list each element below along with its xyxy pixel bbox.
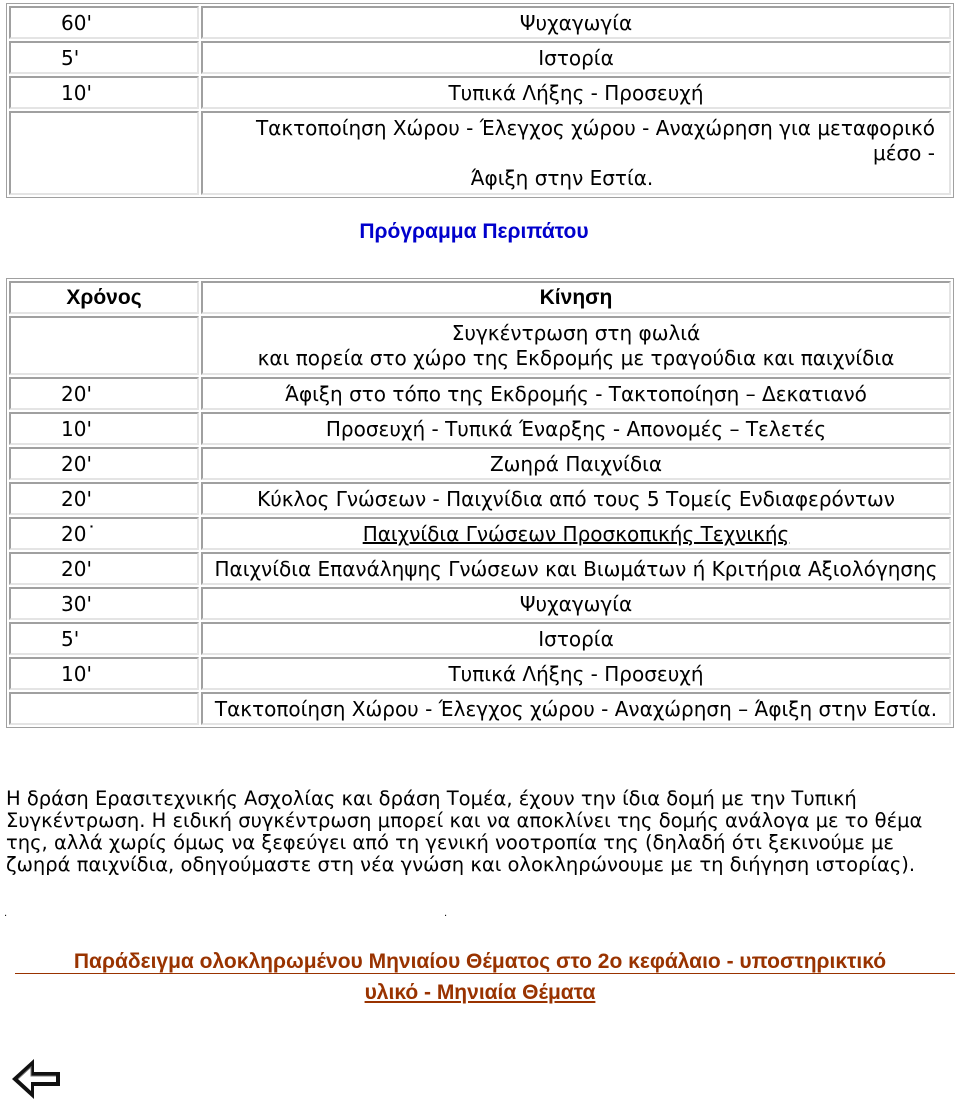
walk-program-table bbox=[6, 278, 954, 728]
table-row bbox=[9, 377, 951, 410]
activity-cell: Τυπικά Λήξης - Προσευχή bbox=[201, 657, 951, 690]
table-row bbox=[9, 587, 951, 620]
activity-cell: Τυπικά Λήξης - Προσευχή bbox=[201, 76, 951, 109]
back-arrow-icon[interactable] bbox=[10, 1055, 62, 1103]
table-row bbox=[9, 412, 951, 445]
time-cell: 60' bbox=[9, 6, 199, 39]
activity-cell: Τακτοποίηση Χώρου - Έλεγχος χώρου - Αναχώρηση – Άφιξη στην Εστία. bbox=[201, 692, 951, 725]
table-row bbox=[9, 316, 951, 375]
time-cell: 30' bbox=[9, 587, 199, 620]
time-cell: 10' bbox=[9, 657, 199, 690]
time-cell: 20' bbox=[9, 552, 199, 585]
activity-line: Τακτοποίηση Χώρου - Έλεγχος χώρου - Αναχώρηση για μεταφορικό μέσο - bbox=[255, 116, 935, 165]
time-cell: 20˙ bbox=[9, 517, 199, 550]
activity-cell: Ζωηρά Παιχνίδια bbox=[201, 447, 951, 480]
table-row bbox=[9, 6, 951, 39]
time-cell: 5' bbox=[9, 41, 199, 74]
walk-program-title: Πρόγραμμα Περιπάτου bbox=[359, 220, 589, 243]
link-line-2[interactable]: υλικό - Μηνιαία Θέματα bbox=[364, 981, 596, 1004]
time-header: Χρόνος bbox=[9, 281, 199, 314]
structure-note: Η δράση Ερασιτεχνικής Ασχολίας και δράση Τομέα, έχουν την ίδια δομή με την Τυπική Συγκέντρωση. Η ειδική συγκέντρωση μπορεί και να αποκλίνει της δομής ανάλογα με το θέμα της, αλλά χωρίς όμως να ξεφεύγει από τη γενική νοοτροπία της (δηλαδή ότι ξεκινούμε με ζωηρά παιχνίδια, οδηγούμαστε στη νέα γνώση και ολοκληρώνουμε με τη διήγηση ιστορίας). bbox=[6, 787, 923, 876]
activity-cell: Ιστορία bbox=[201, 41, 951, 74]
table-row bbox=[9, 622, 951, 655]
time-cell: 20' bbox=[9, 482, 199, 515]
activity-cell bbox=[201, 111, 951, 195]
time-cell bbox=[9, 111, 199, 195]
activity-cell: Άφιξη στο τόπο της Εκδρομής - Τακτοποίηση – Δεκατιανό bbox=[201, 377, 951, 410]
time-cell: 10' bbox=[9, 412, 199, 445]
time-cell: 20' bbox=[9, 377, 199, 410]
table-row bbox=[9, 692, 951, 725]
activity-cell: Κύκλος Γνώσεων - Παιχνίδια από τους 5 Τομείς Ενδιαφερόντων bbox=[201, 482, 951, 515]
table-row bbox=[9, 76, 951, 109]
activity-cell: Ιστορία bbox=[201, 622, 951, 655]
previous-schedule-table bbox=[6, 3, 954, 198]
time-cell bbox=[9, 316, 199, 375]
table-row bbox=[9, 657, 951, 690]
time-cell: 10' bbox=[9, 76, 199, 109]
table-row bbox=[9, 517, 951, 550]
link-underline-rule bbox=[15, 973, 955, 974]
activity-cell: Προσευχή - Τυπικά Έναρξης - Απονομές – Τελετές bbox=[201, 412, 951, 445]
link-line-1[interactable]: Παράδειγμα ολοκληρωμένου Μηνιαίου Θέματος στο 2ο κεφάλαιο - υποστηρικτικό bbox=[73, 950, 887, 973]
table-row bbox=[9, 111, 951, 195]
time-cell bbox=[9, 692, 199, 725]
table-row bbox=[9, 41, 951, 74]
time-cell: 5' bbox=[9, 622, 199, 655]
activity-cell: Ψυχαγωγία bbox=[201, 587, 951, 620]
separator-dot: · bbox=[4, 911, 8, 922]
table-row bbox=[9, 552, 951, 585]
activity-header: Κίνηση bbox=[201, 281, 951, 314]
activity-cell: Παιχνίδια Επανάληψης Γνώσεων και Βιωμάτων ή Κριτήρια Αξιολόγησης bbox=[201, 552, 951, 585]
separator-dot: · bbox=[444, 911, 448, 922]
monthly-theme-example-link[interactable] bbox=[6, 946, 954, 1008]
time-cell: 20' bbox=[9, 447, 199, 480]
table-header-row bbox=[9, 281, 951, 314]
table-row bbox=[9, 482, 951, 515]
activity-cell bbox=[201, 316, 951, 375]
activity-line: Άφιξη στην Εστία. bbox=[470, 166, 654, 190]
table-row bbox=[9, 447, 951, 480]
activity-line: Συγκέντρωση στη φωλιά bbox=[451, 321, 701, 345]
activity-cell: Παιχνίδια Γνώσεων Προσκοπικής Τεχνικής bbox=[201, 517, 951, 550]
activity-cell: Ψυχαγωγία bbox=[201, 6, 951, 39]
activity-line: και πορεία στο χώρο της Εκδρομής με τραγούδια και παιχνίδια bbox=[257, 346, 895, 370]
